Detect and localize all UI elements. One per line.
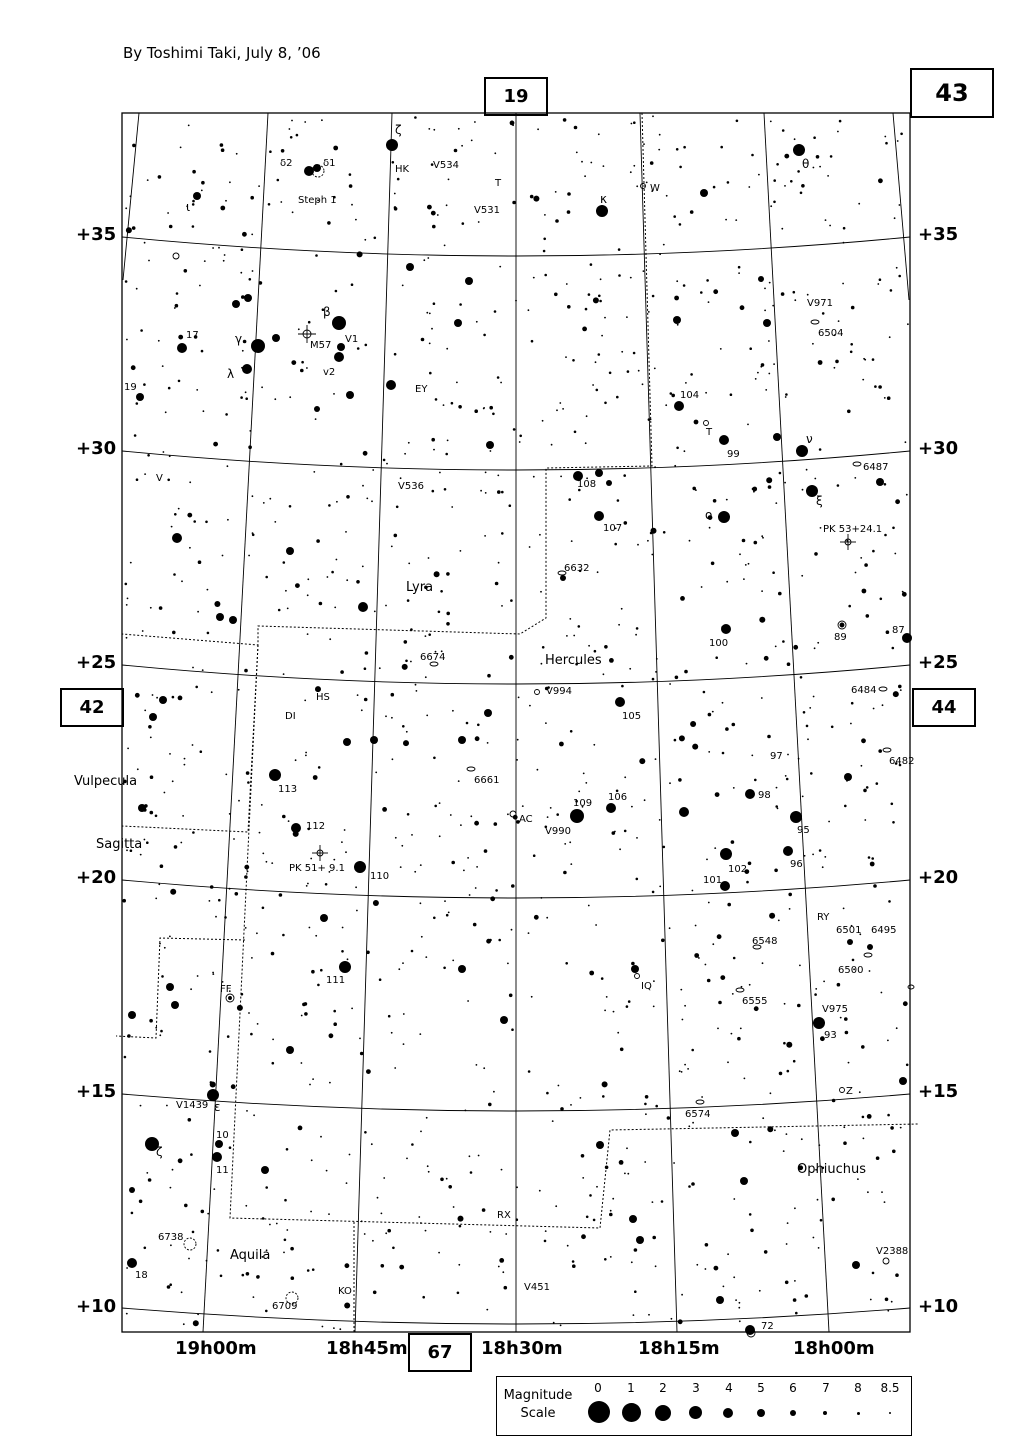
star-label: RX bbox=[497, 1210, 511, 1221]
magnitude-scale-legend bbox=[496, 1376, 912, 1436]
star-label: V990 bbox=[545, 826, 571, 837]
page-link-top[interactable]: 19 bbox=[484, 77, 548, 116]
star-label: ι bbox=[186, 200, 191, 214]
mag-dot-6 bbox=[790, 1410, 796, 1416]
mag-label-6: 6 bbox=[789, 1381, 797, 1395]
star-label: V1439 bbox=[176, 1100, 209, 1111]
dec-label-right-25: +25 bbox=[918, 652, 959, 673]
star-label: 108 bbox=[577, 479, 597, 490]
star-label: 6674 bbox=[420, 652, 446, 663]
star-label: 102 bbox=[728, 864, 748, 875]
star-label: 6555 bbox=[742, 996, 768, 1007]
star-label: T bbox=[495, 178, 502, 189]
dec-label-left-30: +30 bbox=[76, 438, 117, 459]
star-label: ν bbox=[806, 432, 813, 446]
star-label: 18 bbox=[135, 1270, 148, 1281]
star-label: PK 51+ 9.1 bbox=[289, 863, 345, 874]
star-label: ζ bbox=[395, 123, 402, 137]
star-label: Steph 1 bbox=[298, 195, 337, 206]
star-label: V971 bbox=[807, 298, 833, 309]
mag-label-8: 8 bbox=[854, 1381, 862, 1395]
star-label: 100 bbox=[709, 638, 729, 649]
star-field bbox=[122, 115, 915, 1335]
star-label: AC bbox=[519, 814, 533, 825]
star-label: 6738 bbox=[158, 1232, 184, 1243]
constellation-ophiuchus: Ophiuchus bbox=[797, 1162, 866, 1177]
star-label: V451 bbox=[524, 1282, 550, 1293]
page-number-top-right[interactable]: 43 bbox=[910, 68, 994, 118]
star-label: M57 bbox=[310, 340, 332, 351]
mag-dot-3 bbox=[689, 1406, 702, 1419]
star-label: δ2 bbox=[280, 158, 293, 169]
star-label: 19 bbox=[124, 382, 137, 393]
star-label: 6504 bbox=[818, 328, 844, 339]
constellation-sagitta: Sagitta bbox=[96, 837, 143, 852]
star-label: β bbox=[323, 305, 331, 319]
star-label: PK 53+24.1 bbox=[823, 524, 883, 535]
star-label: V bbox=[156, 473, 163, 484]
constellation-boundaries bbox=[116, 113, 918, 1332]
mag-dot-4 bbox=[723, 1408, 733, 1418]
star-label: 87 bbox=[892, 625, 905, 636]
star-label: 6632 bbox=[564, 563, 590, 574]
star-label: IQ bbox=[641, 981, 652, 992]
star-label: 111 bbox=[326, 975, 346, 986]
star-label: RY bbox=[817, 912, 830, 923]
star-label: V534 bbox=[433, 160, 459, 171]
star-label: 106 bbox=[608, 792, 628, 803]
mag-dot-2 bbox=[655, 1405, 671, 1421]
star-label: 6495 bbox=[871, 925, 897, 936]
star-label: 6709 bbox=[272, 1301, 298, 1312]
star-label: 6574 bbox=[685, 1109, 711, 1120]
star-label: 6487 bbox=[863, 462, 889, 473]
star-label: ε bbox=[214, 1100, 221, 1114]
mag-label-0: 0 bbox=[594, 1381, 602, 1395]
mag-dot-1 bbox=[622, 1403, 641, 1422]
dec-label-left-10: +10 bbox=[76, 1296, 117, 1317]
dec-label-right-35: +35 bbox=[918, 224, 959, 245]
star-label: HK bbox=[395, 164, 410, 175]
star-label: 105 bbox=[622, 711, 642, 722]
ra-label-18h45m: 18h45m bbox=[326, 1338, 408, 1359]
star-label: 109 bbox=[573, 798, 593, 809]
dec-label-right-30: +30 bbox=[918, 438, 959, 459]
mag-label-4: 4 bbox=[725, 1381, 733, 1395]
star-label: 110 bbox=[370, 871, 390, 882]
star-label: 113 bbox=[278, 784, 298, 795]
star-label: 112 bbox=[306, 821, 326, 832]
star-label: EY bbox=[415, 384, 428, 395]
mag-dot-5 bbox=[757, 1409, 765, 1417]
star-label: 101 bbox=[703, 875, 723, 886]
star-label: 72 bbox=[761, 1321, 774, 1332]
star-label: V531 bbox=[474, 205, 500, 216]
mag-label-1: 1 bbox=[627, 1381, 635, 1395]
star-label: DI bbox=[285, 711, 296, 722]
star-label: 93 bbox=[824, 1030, 837, 1041]
dec-label-left-25: +25 bbox=[76, 652, 117, 673]
author-credit: By Toshimi Taki, July 8, ’06 bbox=[123, 44, 321, 62]
star-label: 98 bbox=[758, 790, 771, 801]
dec-label-left-35: +35 bbox=[76, 224, 117, 245]
star-label: 6661 bbox=[474, 775, 500, 786]
star-label: γ bbox=[235, 332, 243, 346]
star-label: 96 bbox=[790, 859, 803, 870]
mag-label-2: 2 bbox=[659, 1381, 667, 1395]
star-label: δ1 bbox=[323, 158, 336, 169]
page-link-bottom[interactable]: 67 bbox=[408, 1333, 472, 1372]
star-label: 6501 bbox=[836, 925, 862, 936]
mag-dot-7 bbox=[823, 1411, 827, 1415]
star-label: KO bbox=[338, 1286, 352, 1297]
star-label: λ bbox=[227, 367, 235, 381]
mag-label-8-5: 8.5 bbox=[880, 1381, 900, 1395]
star-label: ζ bbox=[156, 1145, 163, 1159]
star-label: 11 bbox=[216, 1165, 229, 1176]
mag-dot-8 bbox=[857, 1412, 860, 1415]
star-label: V2388 bbox=[876, 1246, 909, 1257]
star-label: v2 bbox=[323, 367, 336, 378]
mag-dot-8-5 bbox=[889, 1412, 891, 1414]
star-label: 107 bbox=[603, 523, 623, 534]
dec-label-right-20: +20 bbox=[918, 867, 959, 888]
star-label: 10 bbox=[216, 1130, 229, 1141]
star-label: 89 bbox=[834, 632, 847, 643]
dec-label-left-15: +15 bbox=[76, 1081, 117, 1102]
ra-label-18h30m: 18h30m bbox=[481, 1338, 563, 1359]
constellation-vulpecula: Vulpecula bbox=[74, 774, 138, 789]
star-label: 17 bbox=[186, 330, 199, 341]
star-label: V994 bbox=[546, 686, 572, 697]
mag-dot-0 bbox=[588, 1401, 610, 1423]
star-label: κ bbox=[600, 192, 608, 206]
ra-label-18h15m: 18h15m bbox=[638, 1338, 720, 1359]
dec-label-left-20: +20 bbox=[76, 867, 117, 888]
star-label: 97 bbox=[770, 751, 783, 762]
ra-label-19h00m: 19h00m bbox=[175, 1338, 257, 1359]
dec-label-right-15: +15 bbox=[918, 1081, 959, 1102]
constellation-hercules: Hercules bbox=[545, 653, 602, 668]
star-label: HS bbox=[316, 692, 330, 703]
page-link-right[interactable]: 44 bbox=[912, 688, 976, 727]
star-label: V975 bbox=[822, 1004, 848, 1015]
star-label: 99 bbox=[727, 449, 740, 460]
star-label: 6482 bbox=[889, 756, 915, 767]
star-label: T bbox=[706, 427, 713, 438]
page-link-left[interactable]: 42 bbox=[60, 688, 124, 727]
grid-lines bbox=[122, 113, 910, 1332]
constellation-aquila: Aquila bbox=[230, 1248, 271, 1263]
ra-label-18h00m: 18h00m bbox=[793, 1338, 875, 1359]
dec-label-right-10: +10 bbox=[918, 1296, 959, 1317]
star-label: Z bbox=[846, 1086, 853, 1097]
star-label: 104 bbox=[680, 390, 700, 401]
constellation-lyra: Lyra bbox=[406, 580, 434, 595]
star-label: ξ bbox=[816, 494, 823, 508]
star-label: 6500 bbox=[838, 965, 864, 976]
star-label: 6548 bbox=[752, 936, 778, 947]
star-label: 95 bbox=[797, 825, 810, 836]
mag-label-5: 5 bbox=[757, 1381, 765, 1395]
star-label: FF bbox=[220, 984, 232, 995]
mag-label-7: 7 bbox=[822, 1381, 830, 1395]
star-label: ο bbox=[705, 508, 713, 522]
constellation-labels bbox=[74, 580, 866, 1263]
star-label: 6484 bbox=[851, 685, 877, 696]
star-label: V1 bbox=[345, 334, 359, 345]
star-label: W bbox=[650, 183, 660, 194]
star-label: V536 bbox=[398, 481, 424, 492]
star-labels bbox=[124, 123, 914, 1332]
mag-label-3: 3 bbox=[692, 1381, 700, 1395]
star-label: θ bbox=[802, 157, 810, 171]
magnitude-scale-title: Magnitude Scale bbox=[503, 1388, 573, 1421]
